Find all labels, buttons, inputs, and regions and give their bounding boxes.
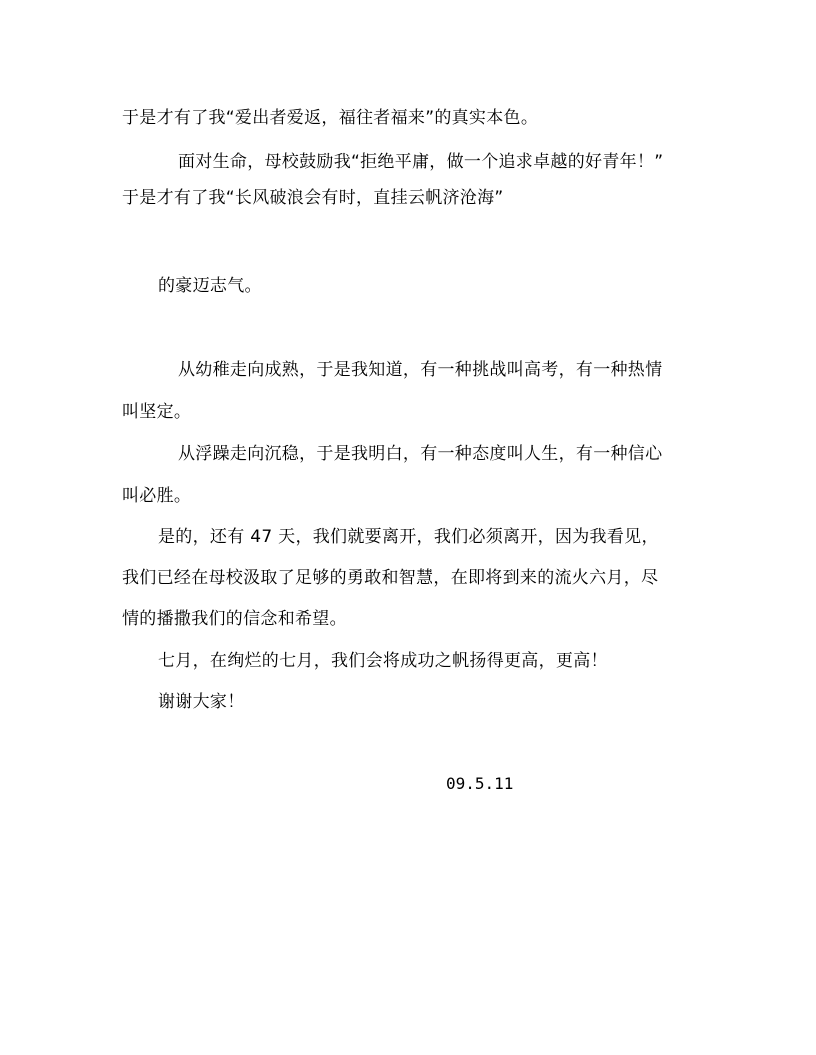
text-line-4: 的豪迈志气。 — [158, 276, 262, 296]
text-line-8: 叫必胜。 — [122, 486, 192, 506]
text-line-2: 面对生命，母校鼓励我“拒绝平庸，做一个追求卓越的好青年！” — [178, 152, 664, 172]
text-line-7: 从浮躁走向沉稳，于是我明白，有一种态度叫人生，有一种信心 — [178, 444, 663, 464]
text-line-3: 于是才有了我“长风破浪会有时，直挂云帆济沧海” — [122, 188, 504, 208]
text-line-9: 是的，还有 47 天，我们就要离开，我们必须离开，因为我看见， — [158, 527, 659, 547]
text-line-11: 情的播撒我们的信念和希望。 — [122, 609, 347, 629]
text-line-10: 我们已经在母校汲取了足够的勇敢和智慧，在即将到来的流火六月，尽 — [122, 568, 659, 588]
text-line-1: 于是才有了我“爱出者爱返，福往者福来”的真实本色。 — [122, 108, 539, 128]
text-line-13: 谢谢大家！ — [158, 692, 245, 712]
document-date: 09.5.11 — [446, 774, 514, 793]
text-line-12: 七月，在绚烂的七月，我们会将成功之帆扬得更高，更高！ — [158, 651, 608, 671]
text-line-5: 从幼稚走向成熟，于是我知道，有一种挑战叫高考，有一种热情 — [178, 360, 663, 380]
text-line-6: 叫坚定。 — [122, 402, 192, 422]
